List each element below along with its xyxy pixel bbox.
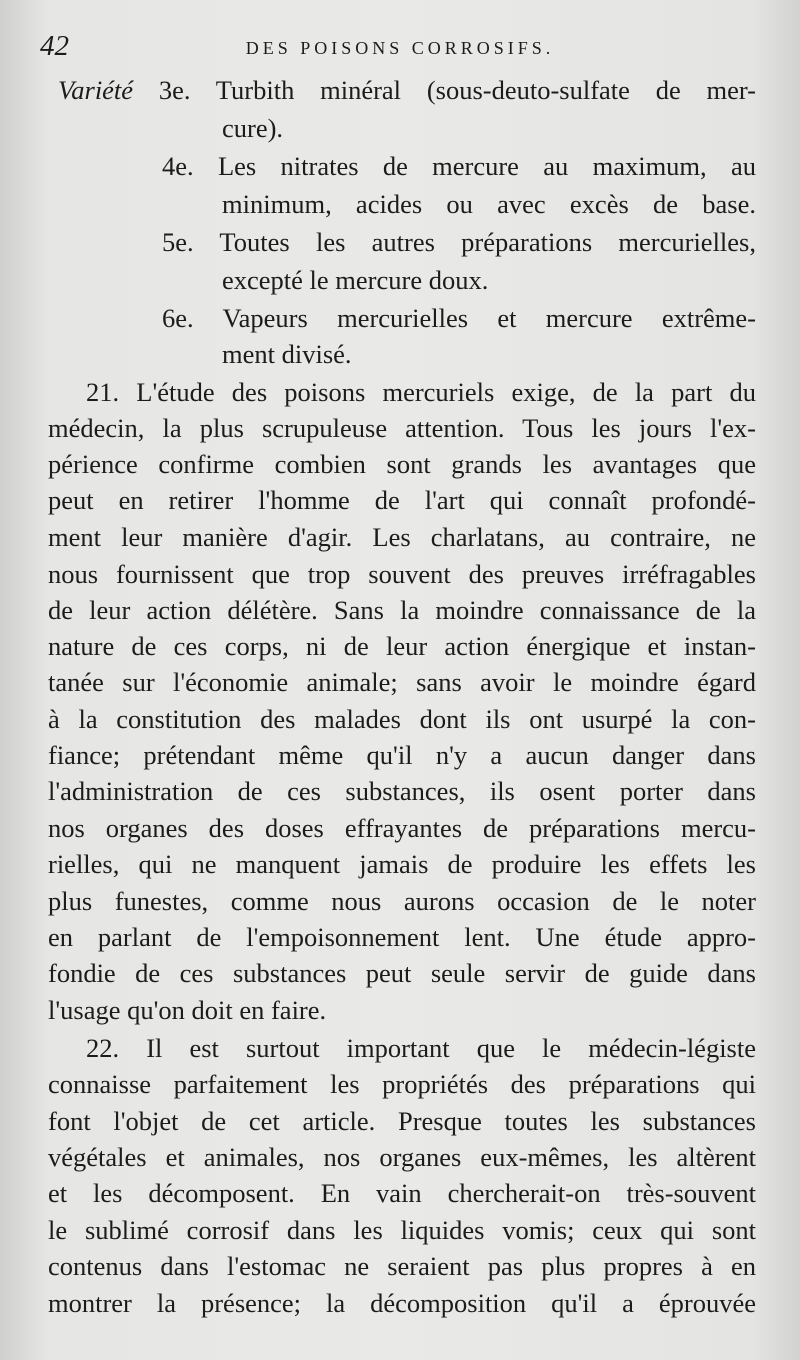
running-title: DES POISONS CORROSIFS. [245, 38, 555, 58]
variety-4-continuation: minimum, acides ou avec excès de base. [222, 189, 756, 219]
paragraph-line: 21. L'étude des poisons mercuriels exige, de la part du [86, 377, 756, 407]
paragraph-line: à la constitution des malades dont ils ont usurpé la con- [48, 704, 756, 734]
paragraph-line: végétales et animales, nos organes eux-mêmes, les altèrent [48, 1142, 756, 1172]
paragraph-line: de leur action délétère. Sans la moindre connaissance de la [48, 595, 756, 625]
variety-4-line: 4e. Les nitrates de mercure au maximum, au [162, 151, 756, 181]
variety-3-continuation: cure). [222, 113, 284, 143]
paragraph-line: médecin, la plus scrupuleuse attention. Tous les jours l'ex- [48, 413, 756, 443]
paragraph-line: fiance; prétendant même qu'il n'y a aucun danger dans [48, 740, 756, 770]
variety-6-line: 6e. Vapeurs mercurielles et mercure extrême- [162, 303, 756, 333]
paragraph-line: le sublimé corrosif dans les liquides vomis; ceux qui sont [48, 1215, 756, 1245]
paragraph-line: 22. Il est surtout important que le médecin-légiste [86, 1033, 756, 1063]
paragraph-line: fondie de ces substances peut seule servir de guide dans [48, 958, 756, 988]
paragraph-line: périence confirme combien sont grands les avantages que [48, 449, 756, 479]
variety-6-continuation: ment divisé. [222, 339, 352, 369]
paragraph-line: connaisse parfaitement les propriétés des préparations qui [48, 1069, 756, 1099]
paragraph-line: nature de ces corps, ni de leur action énergique et instan- [48, 631, 756, 661]
paragraph-line: rielles, qui ne manquent jamais de produire les effets les [48, 849, 756, 879]
paragraph-line: nous fournissent que trop souvent des preuves irréfragables [48, 559, 756, 589]
page-header [0, 30, 800, 66]
variety-label: Variété [58, 75, 134, 105]
variety-5-continuation: excepté le mercure doux. [222, 265, 489, 295]
variety-3-line [58, 72, 756, 108]
paragraph-line: plus funestes, comme nous aurons occasion de le noter [48, 886, 756, 916]
paragraph-line: peut en retirer l'homme de l'art qui connaît profondé- [48, 485, 756, 515]
page-number: 42 [40, 30, 69, 62]
paragraph-line: et les décomposent. En vain chercherait-on très-souvent [48, 1178, 756, 1208]
paragraph-line: ment leur manière d'agir. Les charlatans, au contraire, ne [48, 522, 756, 552]
variety-5-line: 5e. Toutes les autres préparations mercurielles, [162, 227, 756, 257]
paragraph-line: montrer la présence; la décomposition qu'il a éprouvée [48, 1288, 756, 1318]
paragraph-line: nos organes des doses effrayantes de préparations mercu- [48, 813, 756, 843]
paragraph-line: en parlant de l'empoisonnement lent. Une étude appro- [48, 922, 756, 952]
paragraph-line: contenus dans l'estomac ne seraient pas plus propres à en [48, 1251, 756, 1281]
paragraph-line: l'usage qu'on doit en faire. [48, 995, 327, 1025]
paragraph-line: font l'objet de cet article. Presque toutes les substances [48, 1106, 756, 1136]
paragraph-line: tanée sur l'économie animale; sans avoir le moindre égard [48, 667, 756, 697]
paragraph-line: l'administration de ces substances, ils osent porter dans [48, 776, 756, 806]
variety-3-text: 3e. Turbith minéral (sous-deuto-sulfate de mer- [158, 75, 756, 105]
